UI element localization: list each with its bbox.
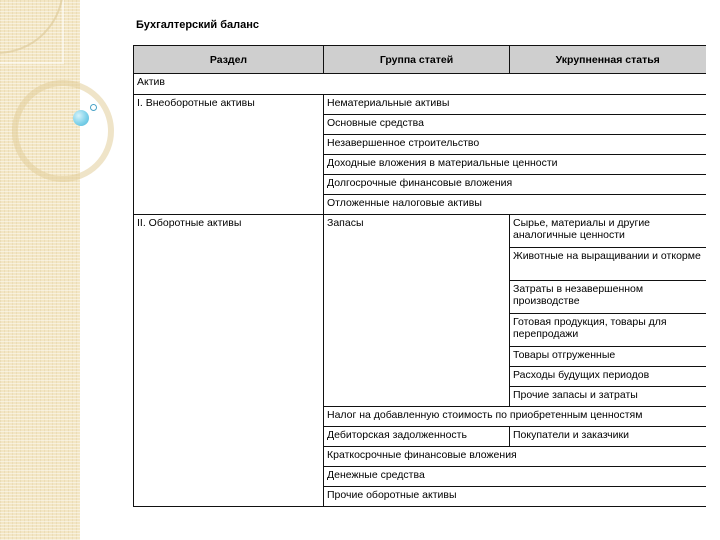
group-cell-vat: Налог на добавленную стоимость по приобретенным ценностям — [324, 407, 706, 427]
header-section: Раздел — [134, 46, 324, 74]
item-cell: Готовая продукция, товары для перепродажи — [510, 314, 706, 347]
group-cell: Основные средства — [324, 115, 706, 135]
item-cell: Сырье, материалы и другие аналогичные ценности — [510, 215, 706, 248]
header-group: Группа статей — [324, 46, 510, 74]
assets-label: Актив — [134, 74, 706, 95]
item-cell: Животные на выращивании и откорме — [510, 248, 706, 281]
item-cell: Расходы будущих периодов — [510, 367, 706, 387]
group-cell-receivables: Дебиторская задолженность — [324, 427, 510, 447]
header-item: Укрупненная статья — [510, 46, 706, 74]
group-cell: Краткосрочные финансовые вложения — [324, 447, 706, 467]
group-cell: Прочие оборотные активы — [324, 487, 706, 507]
section-2-name: II. Оборотные активы — [134, 215, 324, 507]
table-row — [134, 215, 706, 248]
decorative-small-bubble-icon — [90, 104, 97, 111]
item-cell: Затраты в незавершенном производстве — [510, 281, 706, 314]
group-cell: Незавершенное строительство — [324, 135, 706, 155]
table-header-row — [134, 46, 706, 74]
page-title: Бухгалтерский баланс — [136, 19, 260, 31]
group-cell: Денежные средства — [324, 467, 706, 487]
group-cell: Нематериальные активы — [324, 95, 706, 115]
table-row — [134, 95, 706, 115]
decorative-side-strip — [0, 0, 80, 540]
decorative-bubble-icon — [73, 110, 89, 126]
decorative-ring — [12, 80, 114, 182]
item-cell: Покупатели и заказчики — [510, 427, 706, 447]
group-cell: Доходные вложения в материальные ценности — [324, 155, 706, 175]
item-cell: Прочие запасы и затраты — [510, 387, 706, 407]
section-1-name: I. Внеоборотные активы — [134, 95, 324, 215]
item-cell: Товары отгруженные — [510, 347, 706, 367]
group-cell-stocks: Запасы — [324, 215, 510, 407]
balance-table — [133, 45, 706, 507]
section-row-assets — [134, 74, 706, 95]
group-cell: Отложенные налоговые активы — [324, 195, 706, 215]
group-cell: Долгосрочные финансовые вложения — [324, 175, 706, 195]
